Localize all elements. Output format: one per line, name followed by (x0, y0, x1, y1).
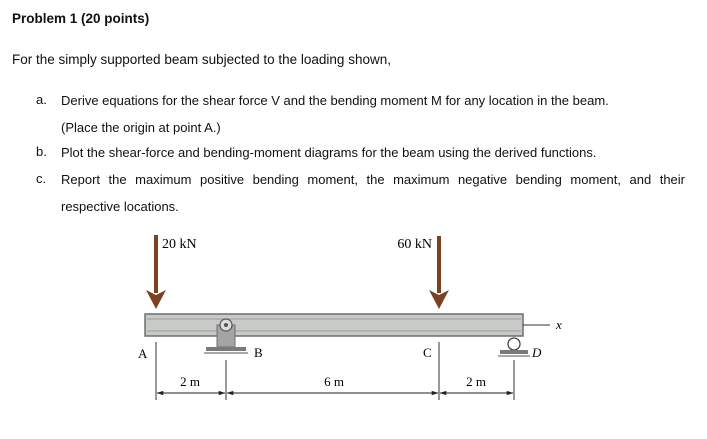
point-a-label: A (138, 346, 148, 361)
item-c-text-cont: respective locations. (61, 199, 179, 214)
load-arrow-c (429, 236, 449, 309)
beam (145, 314, 523, 336)
load-right-label: 60 kN (397, 237, 432, 252)
dim-ab-label: 2 m (180, 374, 200, 389)
roller-support-d (498, 338, 530, 356)
point-c-label: C (423, 345, 432, 360)
dim-cd-label: 2 m (466, 374, 486, 389)
item-b-marker: b. (36, 144, 47, 159)
load-left-label: 20 kN (162, 237, 197, 252)
problem-intro: For the simply supported beam subjected to the loading shown, (12, 52, 391, 67)
dim-bc-label: 6 m (324, 374, 344, 389)
item-a-text: Derive equations for the shear force V and the bending moment M for any location in the beam. (61, 93, 609, 108)
item-b-text: Plot the shear-force and bending-moment diagrams for the beam using the derived functions. (61, 145, 597, 160)
item-c-text: Report the maximum positive bending moment, the maximum negative bending moment, and their (61, 172, 685, 187)
item-a-note: (Place the origin at point A.) (61, 120, 221, 135)
item-c-marker: c. (36, 171, 47, 186)
problem-title: Problem 1 (20 points) (12, 11, 150, 26)
point-b-label: B (254, 345, 263, 360)
point-d-label: D (532, 345, 542, 360)
item-a-marker: a. (36, 92, 47, 107)
x-axis-label: x (556, 317, 562, 332)
